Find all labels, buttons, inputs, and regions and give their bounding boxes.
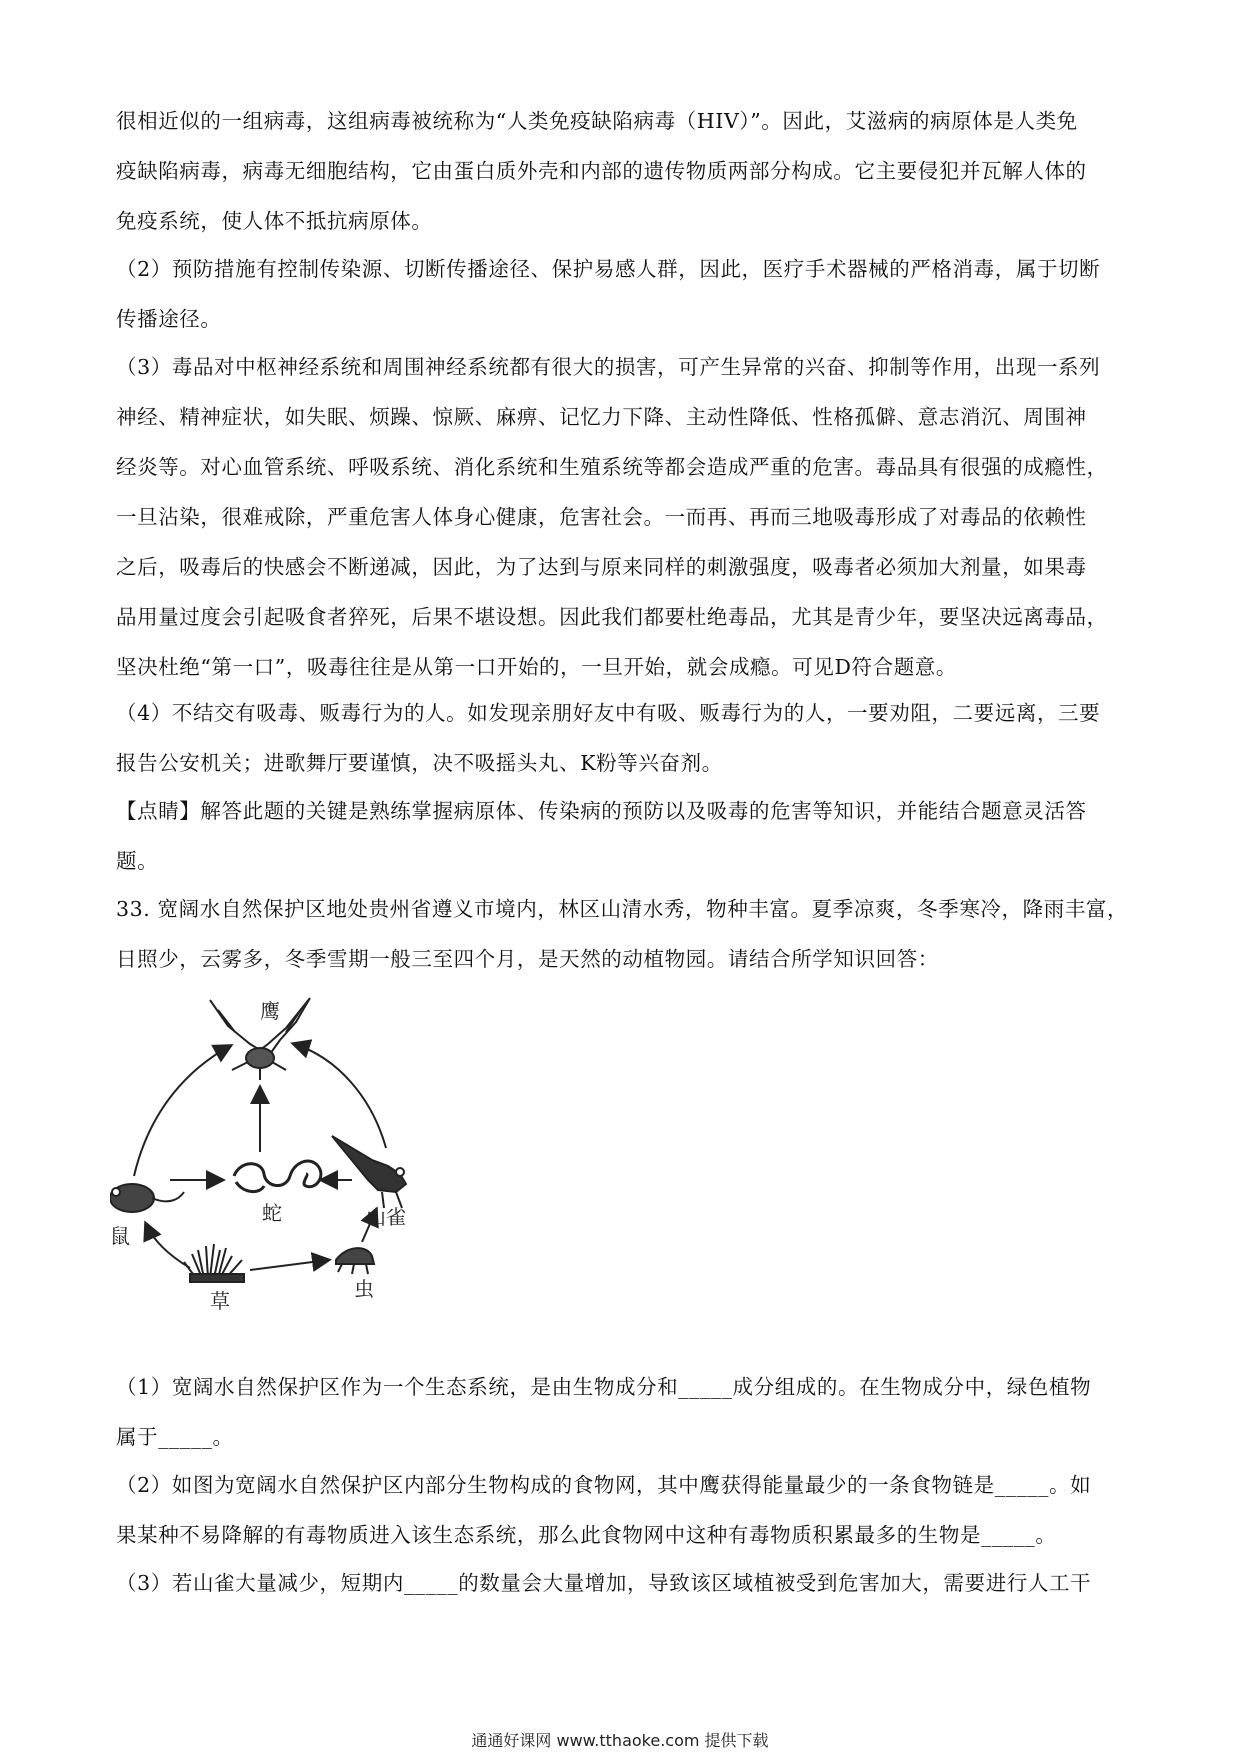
insect-label: 虫 bbox=[354, 1277, 374, 1301]
food-web-diagram bbox=[110, 988, 490, 1353]
grass-label: 草 bbox=[210, 1289, 230, 1313]
text-line: 坚决杜绝“第一口”，吸毒往往是从第一口开始的，一旦开始，就会成瘾。可见D符合题意。 bbox=[116, 655, 957, 679]
text-line: 属于_____。 bbox=[116, 1425, 234, 1449]
question-33-part-1 bbox=[116, 1362, 1130, 1462]
arrow-sparrow-eagle bbox=[294, 1044, 386, 1148]
text-line: 一旦沾染，很难戒除，严重危害人体身心健康，危害社会。一而再、再而三地吸毒形成了对毒品的依赖性 bbox=[116, 505, 1087, 529]
text-line: 之后，吸毒后的快感会不断递减，因此，为了达到与原来同样的刺激强度，吸毒者必须加大剂量，如果毒 bbox=[116, 555, 1087, 579]
mouse-drawing bbox=[110, 1184, 184, 1212]
text-line: （3）毒品对中枢神经系统和周围神经系统都有很大的损害，可产生异常的兴奋、抑制等作用，出现一系列 bbox=[116, 355, 1101, 379]
text-line: 免疫系统，使人体不抵抗病原体。 bbox=[116, 209, 433, 233]
answer-paragraph-hiv bbox=[116, 96, 1130, 246]
text-line: 传播途径。 bbox=[116, 307, 222, 331]
text-line: 经炎等。对心血管系统、呼吸系统、消化系统和生殖系统等都会造成严重的危害。毒品具有很强的成瘾性， bbox=[116, 455, 1108, 479]
text-line: （1）宽阔水自然保护区作为一个生态系统，是由生物成分和_____成分组成的。在生物成分中，绿色植物 bbox=[116, 1375, 1092, 1399]
text-line: （2）如图为宽阔水自然保护区内部分生物构成的食物网，其中鹰获得能量最少的一条食物链是_____。如 bbox=[116, 1473, 1092, 1497]
text-line: 神经、精神症状，如失眠、烦躁、惊厥、麻痹、记忆力下降、主动性降低、性格孤僻、意志消沉、周围神 bbox=[116, 405, 1087, 429]
arrow-mouse-eagle bbox=[134, 1046, 230, 1176]
question-33-part-2 bbox=[116, 1460, 1130, 1560]
text-line: 题。 bbox=[116, 849, 159, 873]
answer-paragraph-2 bbox=[116, 244, 1130, 344]
sparrow-label: 山雀 bbox=[366, 1205, 406, 1229]
arrow-grass-insect bbox=[250, 1260, 328, 1270]
insect-drawing bbox=[336, 1248, 374, 1274]
eagle-label: 鹰 bbox=[260, 999, 280, 1023]
text-line: 日照少，云雾多，冬季雪期一般三至四个月，是天然的动植物园。请结合所学知识回答： bbox=[116, 947, 939, 971]
question-33-part-3 bbox=[116, 1558, 1130, 1608]
answer-paragraph-4 bbox=[116, 688, 1130, 788]
answer-paragraph-3 bbox=[116, 342, 1130, 692]
grass-drawing bbox=[184, 1244, 244, 1282]
text-line: 报告公安机关；进歌舞厅要谨慎，决不吸摇头丸、K粉等兴奋剂。 bbox=[116, 751, 723, 775]
sparrow-drawing bbox=[332, 1136, 406, 1208]
text-line: 【点睛】解答此题的关键是熟练掌握病原体、传染病的预防以及吸毒的危害等知识，并能结合题意灵活答 bbox=[116, 799, 1087, 823]
snake-drawing bbox=[234, 1161, 321, 1192]
text-line: 33. 宽阔水自然保护区地处贵州省遵义市境内，林区山清水秀，物种丰富。夏季凉爽，冬季寒冷，降雨丰富， bbox=[116, 897, 1129, 921]
text-line: （3）若山雀大量减少，短期内_____的数量会大量增加，导致该区域植被受到危害加大，需要进行人工干 bbox=[116, 1571, 1092, 1595]
text-line: 很相近似的一组病毒，这组病毒被统称为“人类免疫缺陷病毒（HIV）”。因此，艾滋病的病原体是人类免 bbox=[116, 109, 1078, 133]
text-line: 疫缺陷病毒，病毒无细胞结构，它由蛋白质外壳和内部的遗传物质两部分构成。它主要侵犯并瓦解人体的 bbox=[116, 159, 1087, 183]
text-line: （4）不结交有吸毒、贩毒行为的人。如发现亲朋好友中有吸、贩毒行为的人，一要劝阻，二要远离，三要 bbox=[116, 701, 1101, 725]
question-33-stem bbox=[116, 884, 1130, 984]
text-line: 品用量过度会引起吸食者猝死，后果不堪设想。因此我们都要杜绝毒品，尤其是青少年，要坚决远离毒品， bbox=[116, 605, 1108, 629]
snake-label: 蛇 bbox=[262, 1201, 282, 1225]
key-point-paragraph bbox=[116, 786, 1130, 886]
text-line: 果某种不易降解的有毒物质进入该生态系统，那么此食物网中这种有毒物质积累最多的生物是_____。 bbox=[116, 1523, 1057, 1547]
arrow-grass-mouse bbox=[146, 1224, 190, 1268]
text-line: （2）预防措施有控制传染源、切断传播途径、保护易感人群，因此，医疗手术器械的严格消毒，属于切断 bbox=[116, 257, 1101, 281]
page-footer: 通通好课网 www.tthaoke.com 提供下载 bbox=[471, 1731, 769, 1750]
mouse-label: 鼠 bbox=[110, 1224, 130, 1248]
